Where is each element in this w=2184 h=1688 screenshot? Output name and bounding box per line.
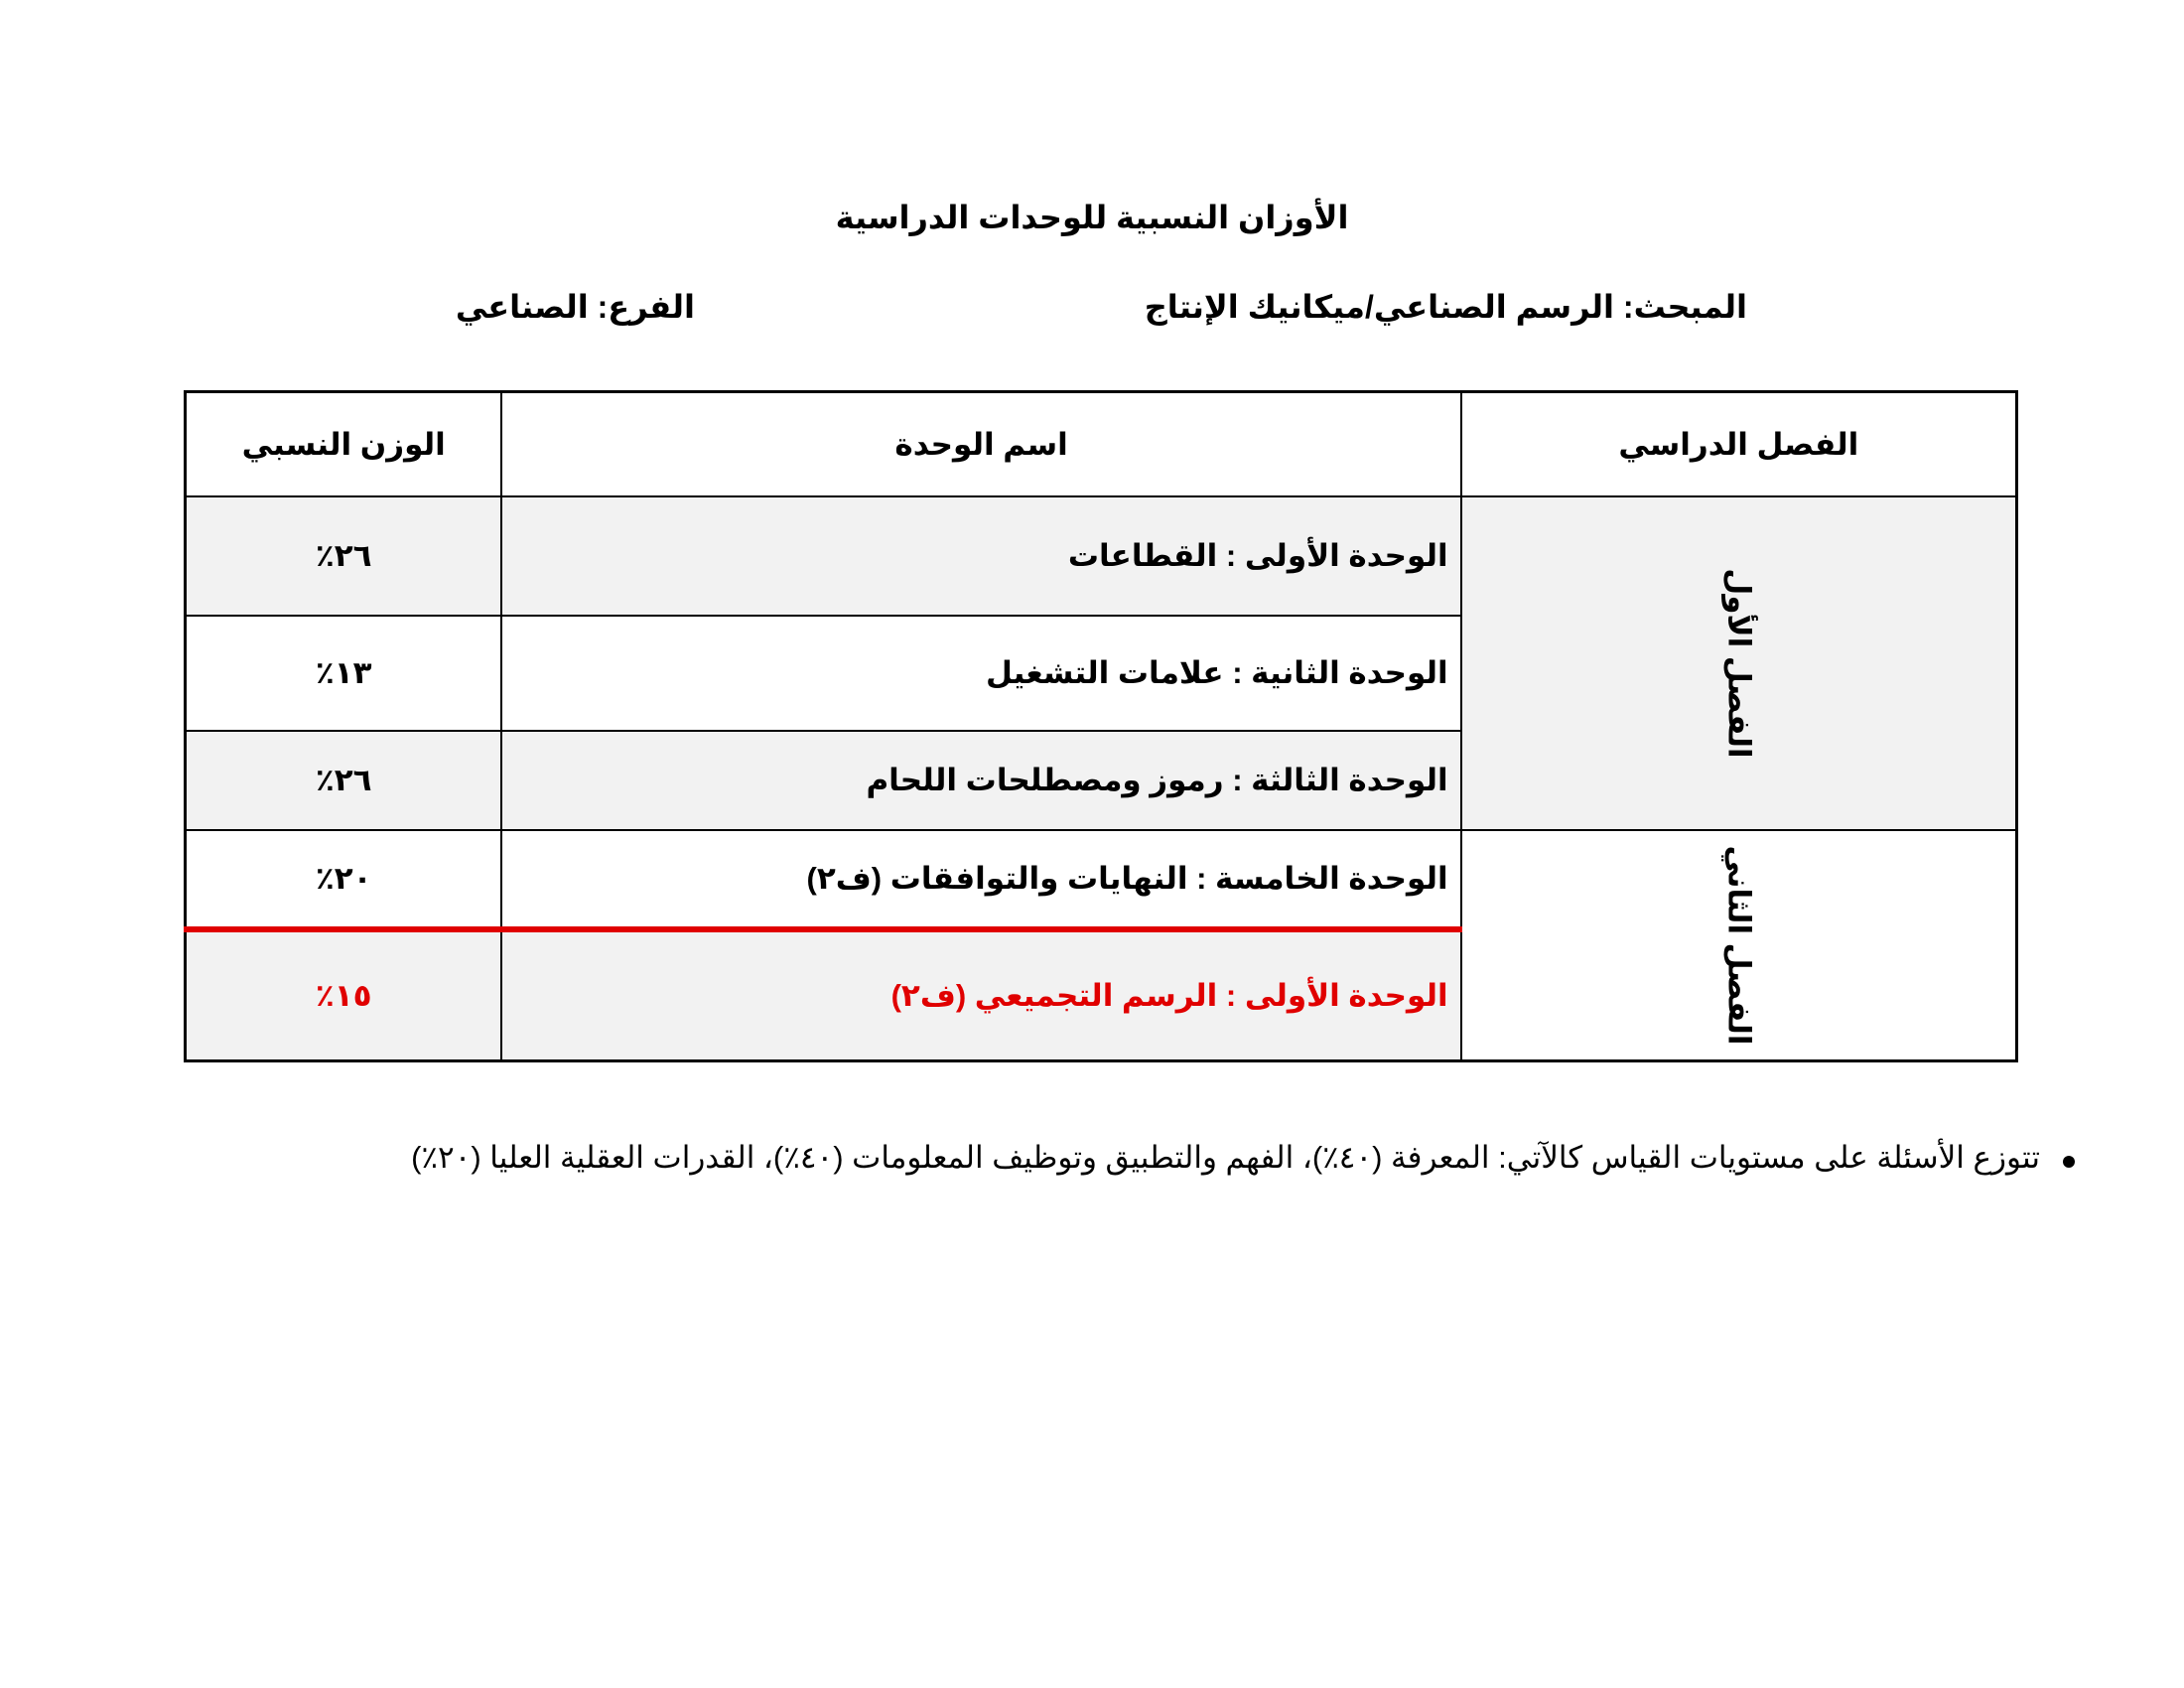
table-header-row [186,392,2017,497]
assessment-note: تتوزع الأسئلة على مستويات القياس كالآتي: المعرفة (٤٠٪)، الفهم والتطبيق وتوظيف المعلومات (٤٠٪)، القدرات العقلية العليا (٢٠٪) [411,1140,2040,1175]
weight-cell: ٢٠٪ [186,830,502,929]
weight-cell: ٢٦٪ [186,731,502,830]
header-semester: الفصل الدراسي [1461,392,2017,497]
weight-cell-highlighted: ١٥٪ [186,929,502,1060]
header-unit: اسم الوحدة [501,392,1460,497]
unit-cell: الوحدة الأولى : القطاعات [501,496,1460,616]
branch-label: الفرع: الصناعي [455,289,695,325]
table-row [186,496,2017,616]
subject-label: المبحث: الرسم الصناعي/ميكانيك الإنتاج [1144,289,1747,325]
page-title: الأوزان النسبية للوحدات الدراسية [835,200,1349,235]
unit-cell: الوحدة الثالثة : رموز ومصطلحات اللحام [501,731,1460,830]
weight-cell: ٢٦٪ [186,496,502,616]
semester-cell-second [1461,830,2017,1060]
header-weight: الوزن النسبي [186,392,502,497]
unit-weights-table [184,390,2018,1062]
unit-cell-highlighted: الوحدة الأولى : الرسم التجميعي (ف٢) [501,929,1460,1060]
weight-cell: ١٣٪ [186,616,502,731]
unit-cell: الوحدة الثانية : علامات التشغيل [501,616,1460,731]
semester-label-first: الفصل الأول [1721,568,1757,759]
semester-label-second: الفصل الثاني [1721,845,1757,1046]
unit-cell: الوحدة الخامسة : النهايات والتوافقات (ف٢) [501,830,1460,929]
semester-cell-first [1461,496,2017,830]
bullet-icon [2063,1156,2075,1168]
table-row [186,830,2017,929]
